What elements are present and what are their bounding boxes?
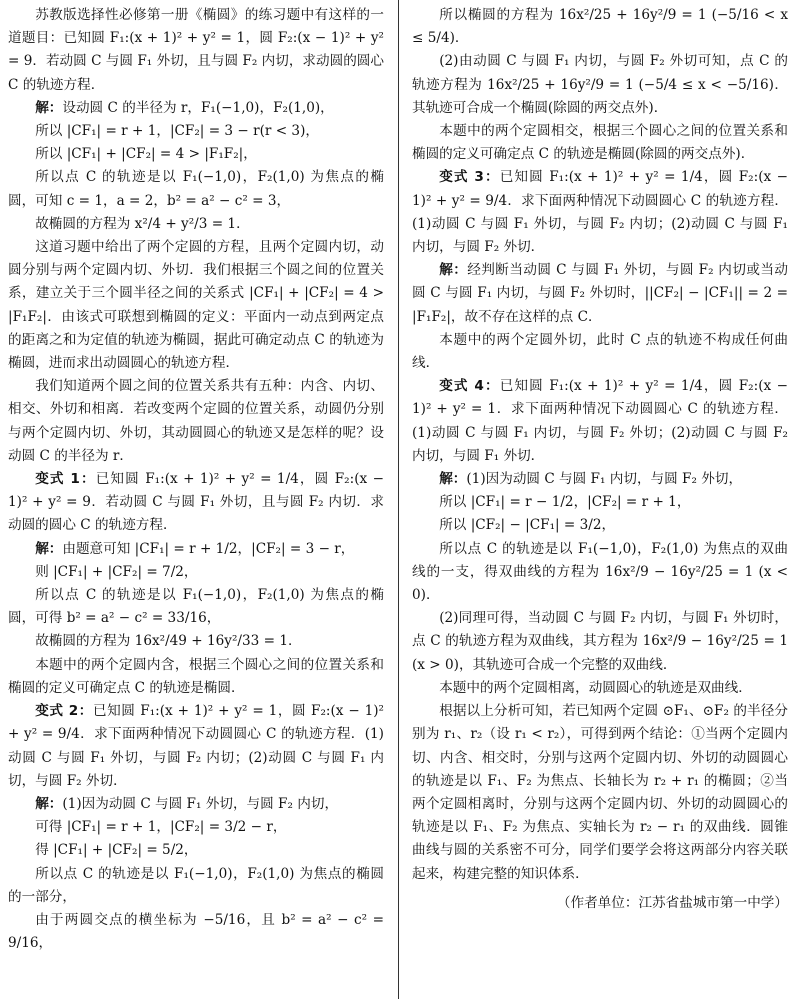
paragraph-text: 设动圆 C 的半径为 r，F₁(−1,0)，F₂(1,0)， <box>62 99 334 116</box>
paragraph-text: 本题中的两个定圆内含，根据三个圆心之间的位置关系和椭圆的定义可确定点 C 的轨迹是椭圆． <box>8 656 384 696</box>
paragraph-text: 这道习题中给出了两个定圆的方程，且两个定圆内切，动圆分别与两个定圆内切、外切．我们根据三个圆之间的位置关系，建立关于三个圆半径之间的关系式 |CF₁| + |CF₂| = 4 > |F₁F₂|．由该式可联想到椭圆的定义：平面内一动点到两定点的距离之和为定值的轨迹为椭圆，据此可确定动点 C 的轨迹为椭圆，进而求出动圆圆心的轨迹方程． <box>8 239 384 372</box>
paragraph-text: (2)由动圆 C 与圆 F₁ 内切，与圆 F₂ 外切可知，点 C 的轨迹方程为 16x²/25 + 16y²/9 = 1 (−5/4 ≤ x < −5/16)．其轨迹可合成一个椭圆(除圆的两交点外)． <box>412 53 788 116</box>
left-column <box>8 4 384 955</box>
paragraph <box>8 166 384 212</box>
paragraph-lead-label: 解： <box>35 99 63 116</box>
paragraph <box>412 538 788 608</box>
paragraph <box>8 909 384 955</box>
paragraph-lead-label: 变式 3： <box>439 169 500 186</box>
paragraph-text: (1)因为动圆 C 与圆 F₁ 外切，与圆 F₂ 内切， <box>62 795 339 812</box>
paragraph <box>8 97 384 120</box>
paragraph-lead-label: 变式 2： <box>35 703 93 720</box>
paragraph-text: 所以 |CF₁| = r + 1，|CF₂| = 3 − r(r < 3)， <box>35 123 319 140</box>
paragraph <box>412 50 788 120</box>
paragraph <box>8 468 384 538</box>
paragraph <box>412 375 788 468</box>
paragraph <box>412 4 788 50</box>
paragraph-text: 已知圆 F₁:(x + 1)² + y² = 1/4，圆 F₂:(x − 1)² + y² = 9．若动圆 C 与圆 F₁ 外切，且与圆 F₂ 内切．求动圆的圆心 C 的轨迹方程． <box>8 471 384 534</box>
paragraph-text: 所以点 C 的轨迹是以 F₁(−1,0)，F₂(1,0) 为焦点的椭圆，可知 c = 1，a = 2，b² = a² − c² = 3， <box>8 169 384 209</box>
paragraph <box>8 538 384 561</box>
paragraph-lead-label: 解： <box>439 262 468 279</box>
paragraph <box>412 700 788 886</box>
paragraph-text: 则 |CF₁| + |CF₂| = 7/2， <box>35 563 198 580</box>
paragraph-text: 所以点 C 的轨迹是以 F₁(−1,0)，F₂(1,0) 为焦点的椭圆，可得 b² = a² − c² = 33/16， <box>8 587 384 627</box>
paragraph-text: 故椭圆的方程为 16x²/49 + 16y²/33 = 1． <box>35 633 302 650</box>
paragraph <box>412 120 788 166</box>
paragraph <box>412 677 788 700</box>
paragraph-text: 所以 |CF₁| + |CF₂| = 4 > |F₁F₂|， <box>35 146 257 163</box>
paragraph <box>8 375 384 468</box>
paragraph <box>8 863 384 909</box>
paragraph-text: 所以椭圆的方程为 16x²/25 + 16y²/9 = 1 (−5/16 < x ≤ 5/4)． <box>412 7 788 47</box>
column-divider <box>398 0 399 999</box>
paragraph <box>412 166 788 259</box>
paragraph-text: 本题中的两个定圆外切，此时 C 点的轨迹不构成任何曲线． <box>412 331 788 372</box>
paragraph-text: 已知圆 F₁:(x + 1)² + y² = 1/4，圆 F₂:(x − 1)² + y² = 9/4．求下面两种情况下动圆圆心 C 的轨迹方程．(1)动圆 C 与圆 F₁ 外切，与圆 F₂ 内切；(2)动圆 C 与圆 F₁ 内切，与圆 F₂ 外切． <box>412 169 788 256</box>
paragraph-text: 由于两圆交点的横坐标为 −5/16，且 b² = a² − c² = 9/16， <box>8 911 384 952</box>
paragraph <box>8 839 384 862</box>
paragraph-text: 苏教版选择性必修第一册《椭圆》的练习题中有这样的一道题目：已知圆 F₁:(x + 1)² + y² = 1，圆 F₂:(x − 1)² + y² = 9．若动圆 C 与圆 F₁ 外切，且与圆 F₂ 内切，求动圆的圆心 C 的轨迹方程． <box>8 7 385 93</box>
paragraph-text: 可得 |CF₁| = r + 1，|CF₂| = 3/2 − r， <box>35 819 287 836</box>
paragraph <box>412 329 788 375</box>
paragraph <box>8 816 384 839</box>
paragraph <box>8 236 384 375</box>
author-affiliation: （作者单位：江苏省盐城市第一中学） <box>556 894 788 911</box>
paragraph-lead-label: 解： <box>439 471 467 488</box>
paragraph-text: 根据以上分析可知，若已知两个定圆 ⊙F₁、⊙F₂ 的半径分别为 r₁、r₂（设 r₁ < r₂），可得到两个结论：①当两个定圆内切、内含、相交时，分别与这两个定圆内切、外切的动圆圆心的轨迹是以 F₁、F₂ 为焦点、长轴长为 r₂ + r₁ 的椭圆；②当两个定圆相离时，分别与这两个定圆内切、外切的动圆圆心的轨迹是以 F₁、F₂ 为焦点、实轴长为 r₂ − r₁ 的双曲线．圆锥曲线与圆的关系密不可分，同学们要学会将这两部分内容关联起来，构建完整的知识体系． <box>412 703 788 882</box>
right-column <box>412 4 788 915</box>
paragraph-text: 本题中的两个定圆相交，根据三个圆心之间的位置关系和椭圆的定义可确定点 C 的轨迹是椭圆(除圆的两交点外)． <box>412 123 788 163</box>
paragraph-text: 经判断当动圆 C 与圆 F₁ 外切，与圆 F₂ 内切或当动圆 C 与圆 F₁ 内切，与圆 F₂ 外切时，||CF₂| − |CF₁|| = 2 = |F₁F₂|，故不存在这样的点 C． <box>412 262 789 325</box>
paragraph-lead-label: 变式 4： <box>439 378 500 395</box>
paragraph <box>8 120 384 143</box>
paragraph-text: 我们知道两个圆之间的位置关系共有五种：内含、内切、相交、外切和相离．若改变两个定圆的位置关系，动圆仍分别与两个定圆内切、外切，其动圆圆心的轨迹又是怎样的呢？设动圆 C 的半径为 r． <box>8 378 384 464</box>
paragraph-text: (1)因为动圆 C 与圆 F₁ 内切，与圆 F₂ 外切， <box>466 471 743 488</box>
paragraph-lead-label: 解： <box>35 795 63 812</box>
paragraph <box>412 491 788 514</box>
paragraph <box>412 259 788 329</box>
paragraph <box>412 607 788 677</box>
paragraph-text: 所以点 C 的轨迹是以 F₁(−1,0)，F₂(1,0) 为焦点的椭圆的一部分， <box>8 865 384 905</box>
paragraph <box>412 514 788 537</box>
paragraph-text: 得 |CF₁| + |CF₂| = 5/2， <box>35 842 198 859</box>
paragraph <box>8 793 384 816</box>
paragraph-text: 已知圆 F₁:(x + 1)² + y² = 1/4，圆 F₂:(x − 1)² + y² = 1．求下面两种情况下动圆圆心 C 的轨迹方程．(1)动圆 C 与圆 F₁ 内切，与圆 F₂ 外切；(2)动圆 C 与圆 F₂ 内切，与圆 F₁ 外切． <box>412 378 788 464</box>
paragraph <box>8 654 384 700</box>
paragraph-text: 由题意可知 |CF₁| = r + 1/2，|CF₂| = 3 − r， <box>62 540 355 557</box>
paragraph <box>8 584 384 630</box>
paragraph <box>8 4 384 97</box>
paragraph-lead-label: 解： <box>35 540 63 557</box>
paragraph-text: 所以 |CF₁| = r − 1/2，|CF₂| = r + 1， <box>439 494 691 511</box>
paragraph <box>412 468 788 491</box>
paragraph <box>8 700 384 793</box>
paragraph-text: (2)同理可得，当动圆 C 与圆 F₂ 内切，与圆 F₁ 外切时，点 C 的轨迹方程为双曲线，其方程为 16x²/9 − 16y²/25 = 1 (x > 0)，其轨迹可合成一个完整的双曲线． <box>412 610 788 673</box>
paragraph-text: 所以 |CF₂| − |CF₁| = 3/2， <box>439 517 616 534</box>
paragraph <box>8 630 384 653</box>
paragraph-text: 所以点 C 的轨迹是以 F₁(−1,0)，F₂(1,0) 为焦点的双曲线的一支，得双曲线的方程为 16x²/9 − 16y²/25 = 1 (x < 0)． <box>412 540 788 604</box>
paragraph <box>8 213 384 236</box>
paragraph <box>8 561 384 584</box>
paragraph-lead-label: 变式 1： <box>35 471 96 488</box>
paragraph-text: 故椭圆的方程为 x²/4 + y²/3 = 1． <box>35 215 250 232</box>
paragraph-text: 本题中的两个定圆相离，动圆圆心的轨迹是双曲线． <box>439 679 752 696</box>
paragraph-text: 已知圆 F₁:(x + 1)² + y² = 1，圆 F₂:(x − 1)² + y² = 9/4．求下面两种情况下动圆圆心 C 的轨迹方程．(1)动圆 C 与圆 F₁ 外切，与圆 F₂ 内切；(2)动圆 C 与圆 F₁ 内切，与圆 F₂ 外切． <box>8 703 384 789</box>
paragraph <box>8 143 384 166</box>
